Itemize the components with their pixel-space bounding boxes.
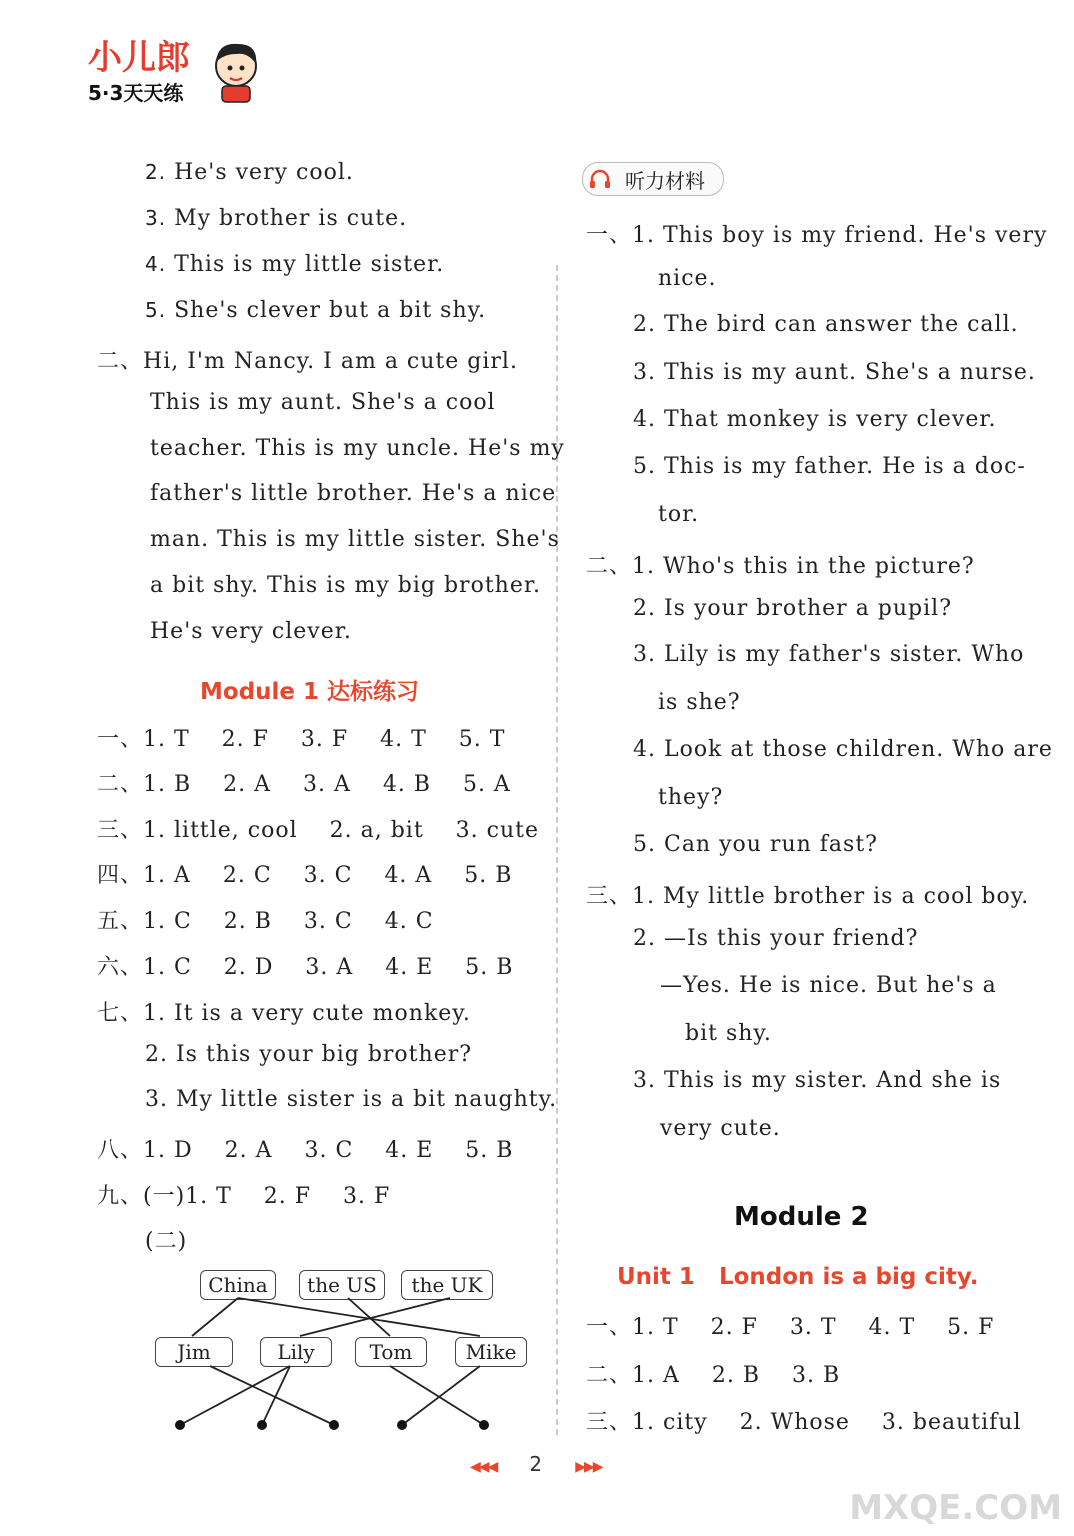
page-footer xyxy=(470,1452,602,1476)
left-text: teacher. This is my uncle. He's my xyxy=(150,436,565,461)
name-box: Tom xyxy=(355,1337,427,1367)
listening-line xyxy=(660,973,997,998)
next-arrows-icon: ▶▶▶ xyxy=(575,1459,602,1475)
listening-text: 3. This is my sister. And she is xyxy=(633,1068,1002,1093)
listening-text: very cute. xyxy=(660,1116,781,1141)
answer-line xyxy=(97,813,539,844)
matching-lines xyxy=(150,1260,530,1440)
listening-tag-label: 听力材料 xyxy=(625,169,705,193)
listening-line xyxy=(633,454,1026,479)
country-box: China xyxy=(200,1270,276,1300)
watermark: MXQE.COM xyxy=(849,1488,1062,1528)
answer-text: 1. C 2. D 3. A 4. E 5. B xyxy=(143,955,514,980)
item-number: 3. xyxy=(145,206,167,230)
listening-text: they? xyxy=(658,785,724,810)
answer-line xyxy=(97,996,471,1027)
answer-text: 1. B 2. A 3. A 4. B 5. A xyxy=(143,772,511,797)
name-box: Mike xyxy=(455,1337,527,1367)
answer-text: 3. My little sister is a bit naughty. xyxy=(145,1087,558,1112)
name-box: Lily xyxy=(260,1337,332,1367)
listening-line xyxy=(633,737,1053,762)
answer-line xyxy=(97,722,505,753)
answer-text: (二) xyxy=(145,1229,188,1254)
listening-text: 5. This is my father. He is a doc- xyxy=(633,454,1026,479)
listening-text: 1. My little brother is a cool boy. xyxy=(632,884,1030,909)
section-number: 一、 xyxy=(586,223,633,248)
listening-line xyxy=(633,1068,1001,1093)
listening-tag xyxy=(582,162,724,196)
listening-text: 3. Lily is my father's sister. Who xyxy=(633,642,1025,667)
logo xyxy=(88,30,190,106)
section-number: 五、 xyxy=(97,909,144,934)
listening-line xyxy=(658,785,723,810)
logo-title: 小儿郎 xyxy=(88,38,190,78)
answer-line xyxy=(145,1087,557,1112)
left-text: He's very cool. xyxy=(174,160,354,185)
left-text: My brother is cute. xyxy=(174,206,408,231)
left-text-line xyxy=(145,160,354,185)
listening-text: 4. Look at those children. Who are xyxy=(633,737,1053,762)
match-dot xyxy=(397,1420,407,1430)
section-number: 三、 xyxy=(97,818,144,843)
logo-subtitle: 5·3天天练 xyxy=(88,81,184,105)
left-text: This is my aunt. She's a cool xyxy=(150,390,496,415)
module1-title: Module 1 达标练习 xyxy=(200,679,420,705)
left-text-line xyxy=(150,619,352,644)
left-text: father's little brother. He's a nice xyxy=(150,481,557,506)
item-number: 5. xyxy=(145,298,167,322)
listening-text: 1. Who's this in the picture? xyxy=(632,554,975,579)
unit1-answer-line xyxy=(586,1405,1022,1436)
listening-line xyxy=(633,312,1019,337)
answer-text: 1. T 2. F 3. T 4. T 5. F xyxy=(632,1315,995,1340)
left-text-line xyxy=(145,206,407,231)
module2-title: Module 2 xyxy=(734,1202,869,1232)
answer-line xyxy=(97,1133,513,1164)
listening-text: 5. Can you run fast? xyxy=(633,832,878,857)
section-number: 二、 xyxy=(97,349,144,374)
section-number: 三、 xyxy=(586,1410,633,1435)
match-dot xyxy=(329,1420,339,1430)
section-number: 四、 xyxy=(97,863,144,888)
answer-text: 2. Is this your big brother? xyxy=(145,1042,473,1067)
listening-text: 4. That monkey is very clever. xyxy=(633,407,997,432)
listening-text: is she? xyxy=(658,690,741,715)
match-dot xyxy=(479,1420,489,1430)
listening-text: 2. Is your brother a pupil? xyxy=(633,596,953,621)
match-dot xyxy=(257,1420,267,1430)
answer-line xyxy=(145,1224,187,1255)
left-text: She's clever but a bit shy. xyxy=(174,298,487,323)
section-number: 九、 xyxy=(97,1184,144,1209)
answer-text: (一)1. T 2. F 3. F xyxy=(143,1184,391,1209)
left-text-line xyxy=(150,481,556,506)
left-text: a bit shy. This is my big brother. xyxy=(150,573,541,598)
answer-line xyxy=(97,1179,390,1210)
answer-line xyxy=(97,950,513,981)
item-number: 4. xyxy=(145,252,167,276)
listening-line xyxy=(633,360,1036,385)
section-number: 一、 xyxy=(586,1315,633,1340)
listening-line xyxy=(685,1021,772,1046)
listening-text: 2. —Is this your friend? xyxy=(633,926,919,951)
answer-text: 1. It is a very cute monkey. xyxy=(143,1001,471,1026)
answer-line xyxy=(97,767,511,798)
headphones-icon xyxy=(589,169,611,189)
unit1-answer-line xyxy=(586,1310,994,1341)
answer-text: 1. C 2. B 3. C 4. C xyxy=(143,909,434,934)
listening-line xyxy=(586,218,1047,249)
section-number: 二、 xyxy=(97,772,144,797)
section-number: 二、 xyxy=(586,554,633,579)
item-number: 2. xyxy=(145,160,167,184)
left-text-line xyxy=(150,436,565,461)
left-text: Hi, I'm Nancy. I am a cute girl. xyxy=(143,349,518,374)
listening-line xyxy=(586,549,975,580)
listening-line xyxy=(658,266,717,291)
answer-line xyxy=(145,1042,472,1067)
section-number: 六、 xyxy=(97,955,144,980)
page-number: 2 xyxy=(529,1452,543,1476)
listening-text: —Yes. He is nice. But he's a xyxy=(660,973,997,998)
answer-line xyxy=(97,904,434,935)
listening-line xyxy=(633,926,918,951)
prev-arrows-icon: ◀◀◀ xyxy=(470,1459,497,1475)
section-number: 七、 xyxy=(97,1001,144,1026)
left-text-line xyxy=(150,573,541,598)
listening-text: tor. xyxy=(658,502,700,527)
listening-line xyxy=(658,690,741,715)
name-box: Jim xyxy=(155,1337,233,1367)
listening-line xyxy=(658,502,699,527)
listening-line xyxy=(633,642,1024,667)
left-text-line xyxy=(145,252,444,277)
answer-line xyxy=(97,858,512,889)
listening-line xyxy=(633,832,878,857)
section-number: 八、 xyxy=(97,1138,144,1163)
unit1-title: Unit 1 London is a big city. xyxy=(617,1264,979,1290)
answer-text: 1. A 2. B 3. B xyxy=(632,1363,841,1388)
country-box: the UK xyxy=(401,1270,493,1300)
listening-line xyxy=(633,596,952,621)
listening-text: 3. This is my aunt. She's a nurse. xyxy=(633,360,1036,385)
answer-text: 1. A 2. C 3. C 4. A 5. B xyxy=(143,863,513,888)
listening-text: bit shy. xyxy=(685,1021,772,1046)
left-text-line xyxy=(145,298,486,323)
unit1-answer-line xyxy=(586,1358,840,1389)
listening-text: 1. This boy is my friend. He's very xyxy=(632,223,1048,248)
country-box: the US xyxy=(299,1270,385,1300)
left-text-line xyxy=(97,344,518,375)
listening-line xyxy=(586,879,1029,910)
answer-text: 1. city 2. Whose 3. beautiful xyxy=(632,1410,1022,1435)
answer-text: 1. T 2. F 3. F 4. T 5. T xyxy=(143,727,506,752)
section-number: 一、 xyxy=(97,727,144,752)
listening-text: nice. xyxy=(658,266,717,291)
answer-text: 1. D 2. A 3. C 4. E 5. B xyxy=(143,1138,514,1163)
left-text: He's very clever. xyxy=(150,619,352,644)
match-dot xyxy=(175,1420,185,1430)
left-text: This is my little sister. xyxy=(174,252,445,277)
listening-line xyxy=(633,407,996,432)
section-number: 三、 xyxy=(586,884,633,909)
section-number: 二、 xyxy=(586,1363,633,1388)
left-text-line xyxy=(150,390,496,415)
answer-text: 1. little, cool 2. a, bit 3. cute xyxy=(143,818,539,843)
left-text: man. This is my little sister. She's xyxy=(150,527,560,552)
left-text-line xyxy=(150,527,560,552)
mascot-icon xyxy=(208,36,264,104)
listening-text: 2. The bird can answer the call. xyxy=(633,312,1019,337)
listening-line xyxy=(660,1116,781,1141)
